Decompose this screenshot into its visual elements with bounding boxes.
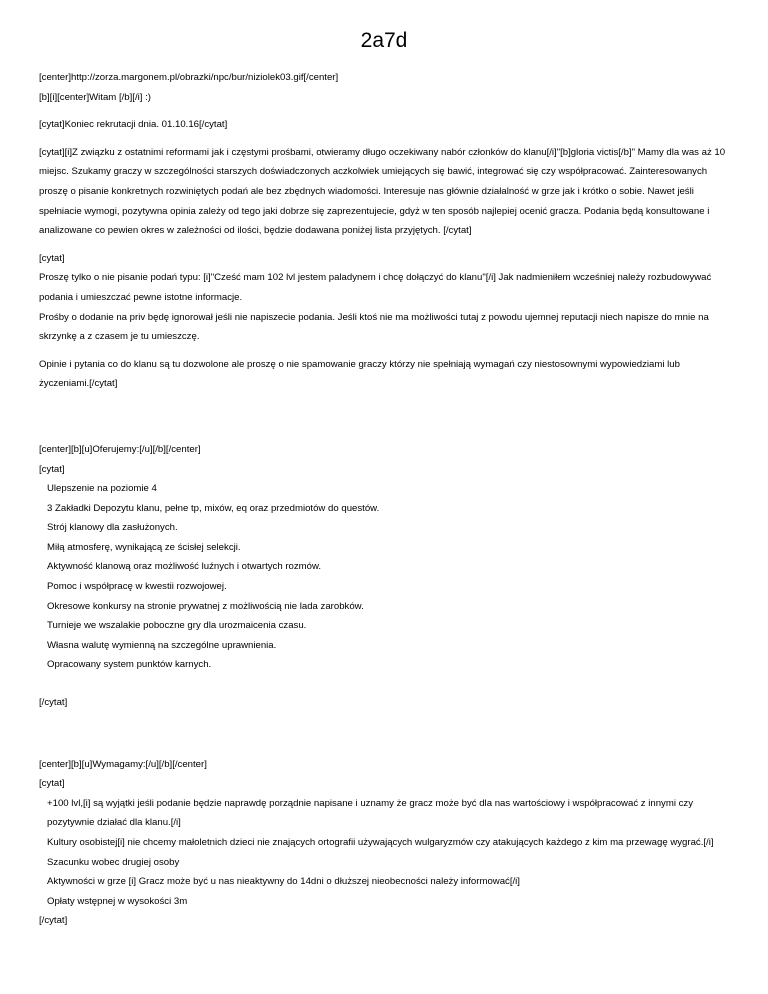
rules-line-1: Proszę tylko o nie pisanie podań typu: [i]"Cześć mam 102 lvl jestem paladynem i chcę dołączyć do klanu"[/i] Jak nadmieniłem wcześniej należy rozbudowywać podania i umieszczać pewne istotne informacje. [39,272,712,303]
list-item: Strój klanowy dla zasłużonych. [47,522,178,534]
requirements-close-tag: [/cytat] [39,915,68,927]
list-item: +100 lvl,[i] są wyjątki jeśli podanie będzie naprawdę porządnie napisane i uznamy że gracz może być dla nas wartościowy i współpracować z innymi czy pozytywnie działać dla klanu.[/i] [47,797,694,829]
announcement-paragraph: [cytat][i]Z związku z ostatnimi reformami jak i częstymi prośbami, otwieramy długo oczekiwany nabór członków do klanu[/i]"[b]gloria victis[/b]" Mamy dla was aż 10 miejsc. Szukamy graczy w szczególności starszych doświadczonych aczkolwiek umiejących się bawić, integrować się czy współpracować. Zainteresowanych proszę o pisanie konkretnych rozwiniętych podań ale bez zbędnych wiadomości. Interesuje nas głównie działalność w grze jak i krótko o sobie. Nawet jeśli spełniacie wymogi, pozytywna opinia zależy od tego jaki dobrze się zaprezentujecie, gdyż w ten sposób najlepiej ocenić gracza. Podania będą konsultowane i analizowane co pewien okres w zależności od ilości, będzie dodawana poniżej lista przyjętych. [/cytat] [39,146,726,237]
list-item: Turnieje we wszalakie poboczne gry dla urozmaicenia czasu. [47,620,307,632]
list-item: Miłą atmosferę, wynikającą ze ścisłej selekcji. [47,541,241,553]
list-item: Pomoc i współpracę w kwestii rozwojowej. [47,581,227,593]
spacer [39,675,729,693]
intro-image-line: [center]http://zorza.margonem.pl/obrazki/npc/bur/niziolek03.gif[/center] [39,72,339,83]
offer-open-tag: [cytat] [39,463,65,475]
spacer [39,241,729,249]
list-item: Okresowe konkursy na stronie prywatnej z możliwością nie lada zarobków. [47,600,364,612]
closing-notice: [cytat]Koniec rekrutacji dnia. 01.10.16[/cytat] [39,119,228,131]
intro-greeting-line: [b][i][center]Witam [/b][/i] :) [39,91,151,103]
rules-line-2: Prośby o dodanie na priv będę ignorował jeśli nie napiszecie podania. Jeśli ktoś nie ma możliwości tutaj z powodu ujemnej reputacji niech napisze do mnie na skrzynkę a z czasem je tu umieszczę. [39,311,709,343]
rules-open-tag: [cytat] [39,252,65,264]
requirements-list [39,794,729,912]
list-item: Własna walutę wymienną na szczególne uprawnienia. [47,639,277,651]
list-item: 3 Zakładki Depozytu klanu, pełne tp, mixów, eq oraz przedmiotów do questów. [47,502,380,514]
spacer [39,135,729,143]
offer-list [39,479,729,675]
spacer [39,107,729,115]
list-item: Ulepszenie na poziomie 4 [47,483,157,495]
spacer [39,713,729,755]
requirements-open-tag: [cytat] [39,778,65,790]
offer-close-tag: [/cytat] [39,697,68,709]
list-item: Aktywność klanową oraz możliwość luźnych i otwartych rozmów. [47,561,322,573]
list-item: Szacunku wobec drugiej osoby [47,856,180,868]
list-item: Kultury osobistej[i] nie chcemy małoletnich dzieci nie znających ortografii używających wulgaryzmów czy atakujących każdego z kim ma przewagę wygrać.[/i] [47,837,714,848]
offer-heading: [center][b][u]Oferujemy:[/u][/b][/center] [39,443,201,455]
requirements-heading: [center][b][u]Wymagamy:[/u][/b][/center] [39,758,207,770]
list-item: Aktywności w grze [i] Gracz może być u nas nieaktywny do 14dni o dłuższej nieobecności należy informować[/i] [47,876,520,888]
spacer [39,347,729,355]
list-item: Opracowany system punktów karnych. [47,659,212,671]
document-title: 2a7d [360,29,408,52]
list-item: Opłaty wstępnej w wysokości 3m [47,895,188,907]
document-body [39,68,729,931]
spacer [39,394,729,440]
rules-line-3: Opinie i pytania co do klanu są tu dozwolone ale proszę o nie spamowanie graczy którzy nie spełniają wymagań czy niestosownymi wypowiedziami lub życzeniami.[/cytat] [39,358,680,390]
